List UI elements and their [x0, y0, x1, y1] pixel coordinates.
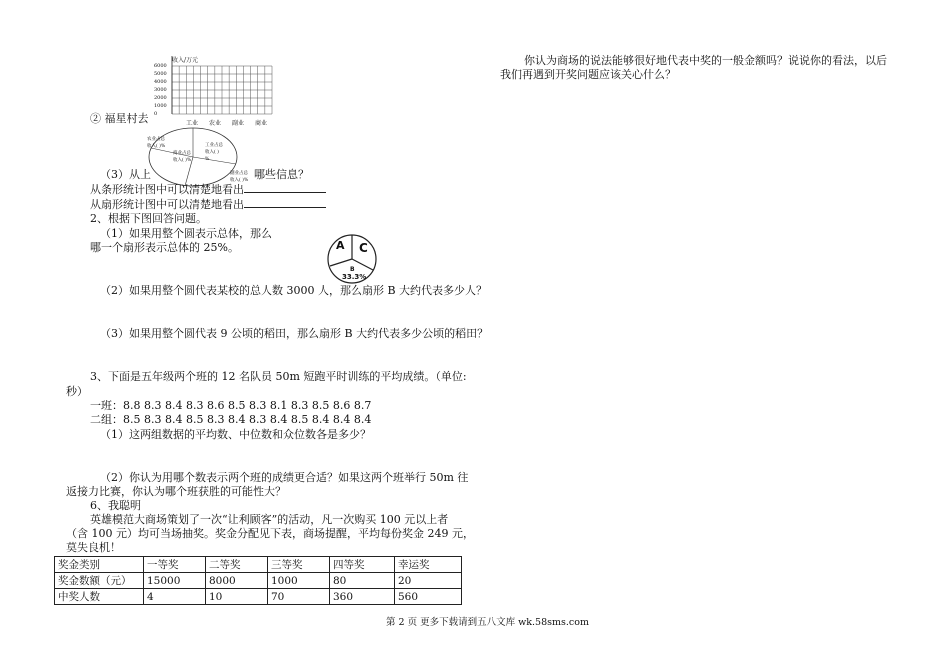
table-cell: 360 — [330, 589, 395, 605]
q3-intro-prefix: （3）从上 — [100, 168, 151, 181]
table-row — [55, 573, 462, 589]
q2-part2: （2）如果用整个圆代表某校的总人数 3000 人，那么扇形 B 大约代表多少人？ — [100, 284, 488, 297]
q3-bar-line — [90, 182, 326, 198]
table-cell: 中奖人数 — [55, 589, 144, 605]
q3-line2: 秒） — [66, 385, 88, 398]
pie-divider — [330, 259, 352, 266]
sector-c-label: C — [359, 241, 368, 255]
table-cell: 70 — [268, 589, 330, 605]
table-cell: 幸运奖 — [395, 557, 462, 573]
q6-line2: （含 100 元）均可当场抽奖。奖金分配见下表，商场提醒，平均每份奖金 249 元， — [66, 527, 474, 540]
table-cell: 4 — [144, 589, 206, 605]
q3-bar-text: 从条形统计图中可以清楚地看出 — [90, 183, 244, 196]
table-cell: 一等奖 — [144, 557, 206, 573]
x-category-label: 商业 — [255, 120, 268, 127]
q6-title: 6、我聪明 — [90, 499, 141, 512]
award-table — [54, 556, 462, 605]
pie-label-line: 副业占总 — [230, 171, 248, 176]
table-cell: 三等奖 — [268, 557, 330, 573]
pie-divider — [352, 259, 373, 270]
abc-pie-chart — [326, 232, 378, 286]
table-cell: 1000 — [268, 573, 330, 589]
q2-title: 2、根据下图回答问题。 — [90, 212, 207, 225]
pie-label-commerce — [173, 150, 191, 164]
pie-label-line: % — [205, 157, 210, 162]
right-question-line2: 我们再遇到开奖问题应该关心什么？ — [500, 68, 676, 81]
page-footer: 第 2 页 更多下载请到五八文库 wk.58sms.com — [386, 617, 589, 628]
q3-part2-line2: 返接力比赛，你认为哪个班获胜的可能性大？ — [66, 485, 286, 498]
sector-a-label: A — [336, 239, 345, 252]
q2-part3: （3）如果用整个圆代表 9 公顷的稻田，那么扇形 B 大约代表多少公顷的稻田？ — [100, 327, 489, 340]
table-cell: 15000 — [144, 573, 206, 589]
q6-line1: 英雄模范大商场策划了一次“让利顾客”的活动，凡一次购买 100 元以上者 — [90, 513, 449, 526]
answer-blank[interactable] — [244, 182, 326, 193]
table-cell: 8000 — [206, 573, 268, 589]
pie-label-line: 收入( ) — [205, 150, 219, 155]
table-row — [55, 589, 462, 605]
q3-intro-suffix: 哪些信息？ — [254, 168, 309, 181]
x-category-label: 副业 — [232, 120, 245, 127]
table-cell: 二等奖 — [206, 557, 268, 573]
q2-part1-line1: （1）如果用整个圆表示总体，那么 — [100, 227, 272, 240]
bar-chart-y-axis-label: 收入/万元 — [172, 57, 199, 64]
y-tick-label: 4000 — [154, 79, 167, 85]
x-category-label: 农业 — [209, 120, 222, 127]
pie-label-line: 商业占总 — [173, 151, 191, 156]
right-question-line1: 你认为商场的说法能够很好地代表中奖的一般金额吗？说说你的看法，以后 — [524, 54, 887, 67]
y-tick-label: 0 — [154, 111, 158, 117]
q3-class2: 二组：8.5 8.3 8.4 8.5 8.3 8.4 8.3 8.4 8.5 8.4 8.4 8.4 — [90, 413, 372, 426]
sector-b-percent: 33.3% — [342, 273, 367, 281]
pie-label-line: 收入( )% — [173, 158, 192, 163]
table-cell: 奖金类别 — [55, 557, 144, 573]
q3-pie-text: 从扇形统计图中可以清楚地看出 — [90, 198, 244, 211]
pie-label-industry — [205, 142, 223, 163]
pie-label-line: 收入( )% — [147, 144, 166, 149]
table-row — [55, 557, 462, 573]
table-cell: 560 — [395, 589, 462, 605]
table-cell: 80 — [330, 573, 395, 589]
q2-part1-line2: 哪一个扇形表示总体的 25%。 — [90, 241, 239, 254]
q3-part1: （1）这两组数据的平均数、中位数和众位数各是多少？ — [100, 428, 371, 441]
sector-b-label: B — [350, 266, 355, 273]
q3-class1: 一班：8.8 8.3 8.4 8.3 8.6 8.5 8.3 8.1 8.3 8.5 8.6 8.7 — [90, 399, 372, 412]
pie-label-line: 农业占总 — [147, 137, 165, 142]
x-category-label: 工业 — [186, 120, 199, 127]
q3-line1: 3、下面是五年级两个班的 12 名队员 50m 短跑平时训练的平均成绩。（单位: — [90, 370, 467, 383]
pie-label-line: 收入( )% — [230, 178, 249, 183]
table-cell: 四等奖 — [330, 557, 395, 573]
table-cell: 奖金数额（元） — [55, 573, 144, 589]
income-bar-chart — [150, 54, 275, 130]
y-tick-label: 1000 — [154, 103, 167, 109]
section2-label: ② 福星村去 — [90, 112, 149, 125]
y-tick-label: 6000 — [154, 63, 167, 69]
income-pie-chart — [145, 126, 255, 188]
pie-label-agriculture — [147, 136, 165, 150]
y-tick-label: 2000 — [154, 95, 167, 101]
y-tick-label: 5000 — [154, 71, 167, 77]
q6-line3: 莫失良机！ — [66, 541, 121, 554]
answer-blank[interactable] — [244, 197, 326, 208]
table-cell: 10 — [206, 589, 268, 605]
q3-part2-line1: （2）你认为用哪个数表示两个班的成绩更合适？如果这两个班举行 50m 往 — [100, 471, 469, 484]
y-tick-label: 3000 — [154, 87, 167, 93]
table-cell: 20 — [395, 573, 462, 589]
pie-label-line: 工业占总 — [205, 143, 223, 148]
